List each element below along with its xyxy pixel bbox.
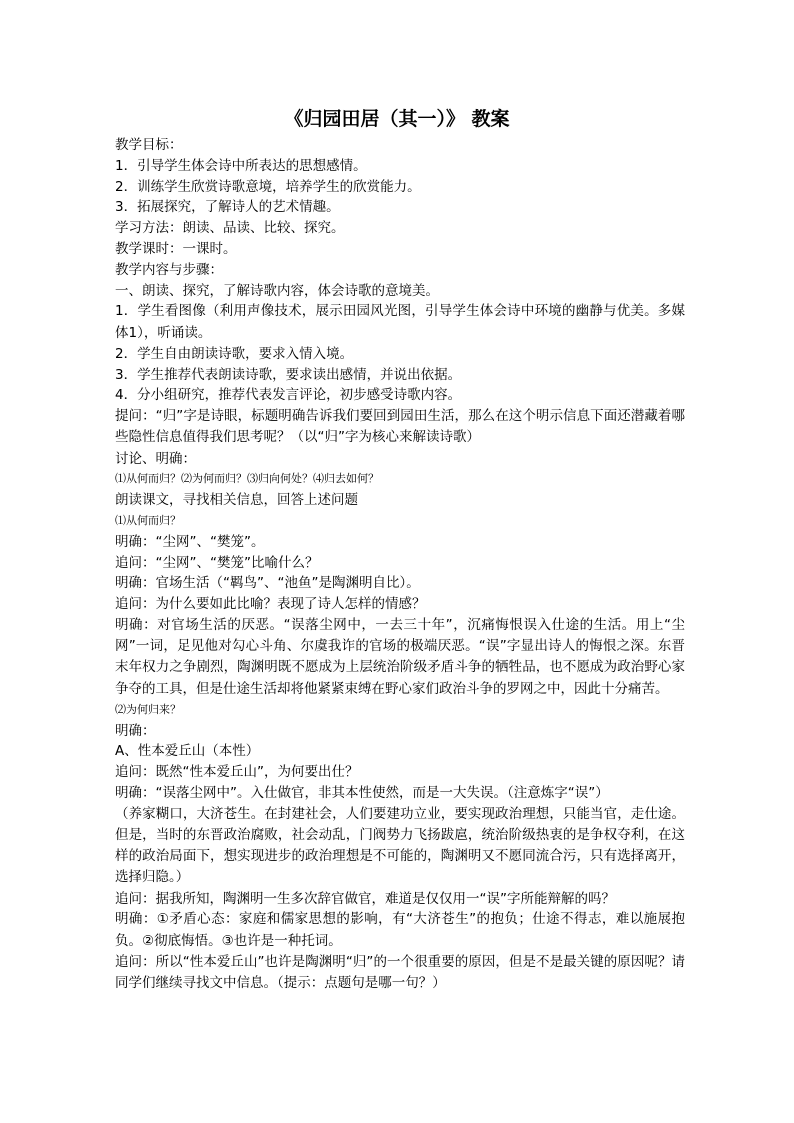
document-body — [115, 135, 685, 994]
text-line: 教学内容与步骤： — [115, 261, 223, 278]
text-line: 提问：“归”字是诗眼，标题明确告诉我们要回到园田生活，那么在这个明示信息下面还潜藏着哪些隐性信息值得我们思考呢？（以“归”字为核心来解读诗歌） — [115, 408, 685, 446]
text-line: 追问：为什么要如此比喻？表现了诗人怎样的情感？ — [115, 596, 426, 613]
text-line: 明确：“尘网”、“樊笼”。 — [115, 533, 265, 550]
text-line: 明确：官场生活（“羁鸟”、“池鱼”是陶渊明自比）。 — [115, 575, 420, 592]
text-line: 学习方法：朗读、品读、比较、探究。 — [115, 220, 345, 237]
text-line: 朗读课文，寻找相关信息，回答上述问题 — [115, 492, 358, 509]
text-line: 追问：既然“性本爱丘山”，为何要出仕？ — [115, 764, 359, 781]
text-line: 3．拓展探究，了解诗人的艺术情趣。 — [115, 199, 340, 216]
text-line: 明确：“误落尘网中”。入仕做官，非其本性使然，而是一大失误。（注意炼字“误”） — [115, 784, 609, 801]
text-line: 2．训练学生欣赏诗歌意境，培养学生的欣赏能力。 — [115, 178, 421, 195]
text-line: 明确： — [115, 722, 156, 739]
text-line: 1．学生看图像（利用声像技术，展示田园风光图，引导学生体会诗中环境的幽静与优美。多媒体1），听诵读。 — [115, 303, 685, 341]
text-line: 2．学生自由朗读诗歌，要求入情入境。 — [115, 345, 354, 362]
text-line: 教学目标： — [115, 137, 183, 153]
text-line: ⑴从何而归？ — [115, 513, 181, 527]
text-line: 一、朗读、探究，了解诗歌内容，体会诗歌的意境美。 — [115, 282, 439, 299]
text-line: ⑵为何归来？ — [115, 702, 181, 716]
text-line: ⑴从何而归？⑵为何而归？⑶归向何处？⑷归去如何？ — [115, 472, 379, 486]
text-line: （养家糊口，大济苍生。在封建社会，人们要建功立业，要实现政治理想，只能当官，走仕途。但是，当时的东晋政治腐败，社会动乱，门阀势力飞扬跋扈，统治阶级热衷的是争权夺利，在这样的政治局面下，想实现进步的政治理想是不可能的，陶渊明又不愿同流合污，只有选择离开，选择归隐。） — [115, 805, 685, 886]
text-line: A、性本爱丘山（本性） — [115, 743, 260, 760]
text-line: 明确：①矛盾心态：家庭和儒家思想的影响，有“大济苍生”的抱负；仕途不得志，难以施展抱负。②彻底悔悟。③也许是一种托词。 — [115, 911, 685, 949]
text-line: 追问：据我所知，陶渊明一生多次辞官做官，难道是仅仅用一“误”字所能辩解的吗？ — [115, 890, 615, 907]
text-line: 明确：对官场生活的厌恶。“误落尘网中，一去三十年”，沉痛悔恨误入仕途的生活。用上“尘网”一词，足见他对勾心斗角、尔虞我诈的官场的极端厌恶。“误”字显出诗人的悔恨之深。东晋末年权力之争剧烈，陶渊明既不愿成为上层统治阶级矛盾斗争的牺牲品，也不愿成为政治野心家争夺的工具，但是仕途生活却将他紧紧束缚在野心家们政治斗争的罗网之中，因此十分痛苦。 — [115, 616, 685, 697]
text-line: 1．引导学生体会诗中所表达的思想感情。 — [115, 157, 367, 174]
text-line: 追问：“尘网”、“樊笼”比喻什么？ — [115, 554, 319, 571]
page-title: 《归园田居（其一）》 教案 — [284, 108, 510, 130]
text-line: 讨论、明确： — [115, 450, 196, 467]
text-line: 追问：所以“性本爱丘山”也许是陶渊明“归”的一个很重要的原因，但是不是最关键的原因呢？请同学们继续寻找文中信息。（提示：点题句是哪一句？） — [115, 953, 685, 991]
text-line: 教学课时：一课时。 — [115, 240, 237, 257]
text-line: 4．分小组研究，推荐代表发言评论，初步感受诗歌内容。 — [115, 387, 462, 404]
text-line: 3．学生推荐代表朗读诗歌，要求读出感情，并说出依据。 — [115, 366, 462, 383]
